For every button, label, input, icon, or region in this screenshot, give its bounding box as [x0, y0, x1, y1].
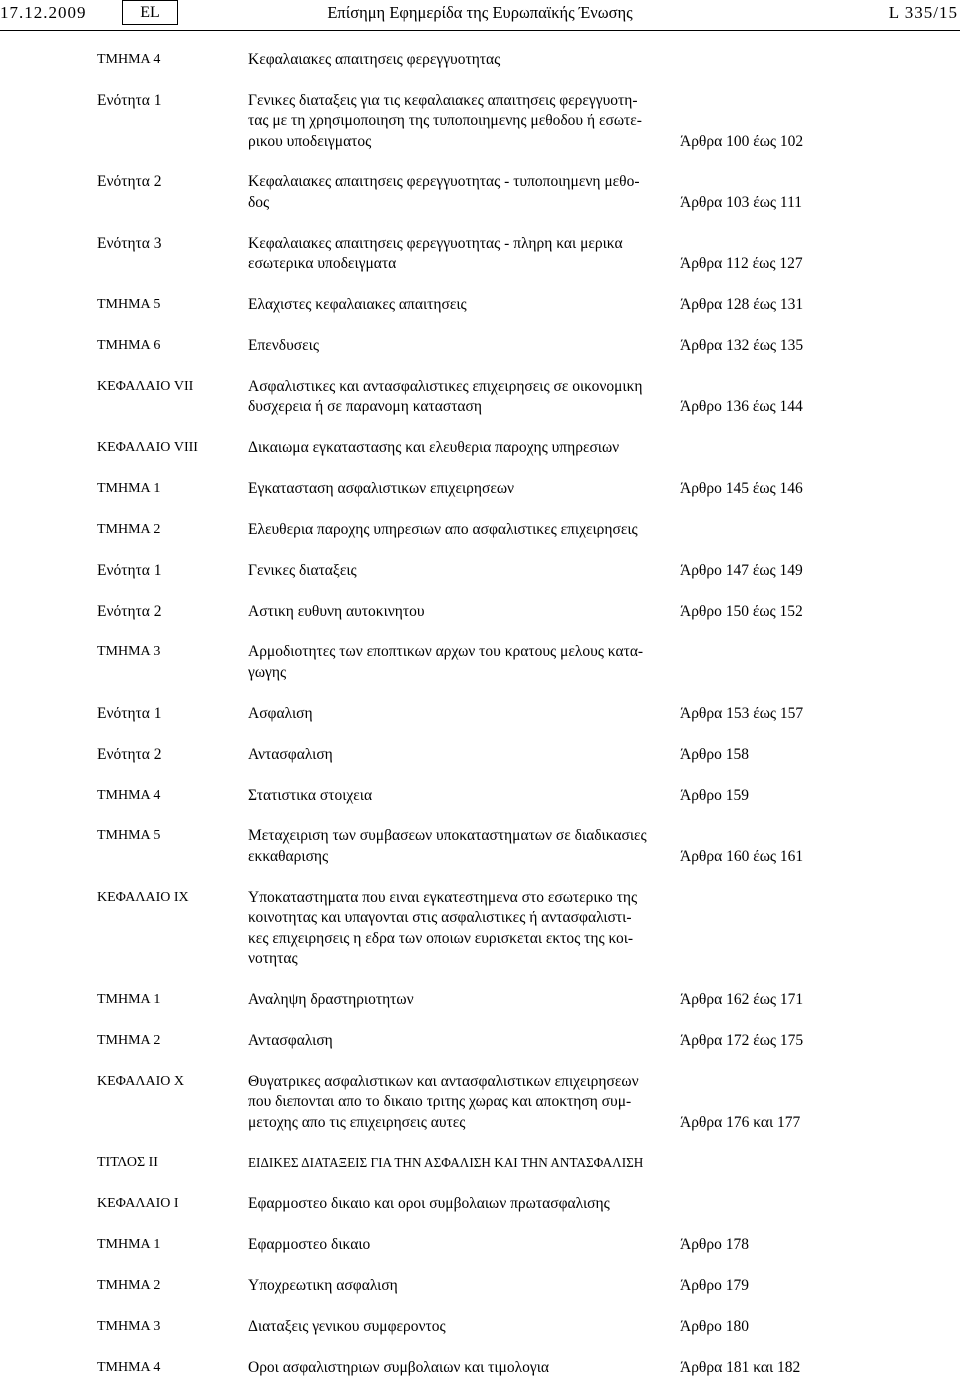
toc-entry-title-line: Μεταχειριση των συμβασεων υποκαταστηματων σε διαδικασιες	[248, 827, 647, 845]
toc-entry-title-line: Εγκατασταση ασφαλιστικων επιχειρησεων	[248, 479, 515, 497]
toc-entry-label: ΚΕΦΑΛΑΙΟ IX	[97, 889, 189, 905]
toc-entry	[97, 1194, 960, 1214]
toc-entry-articles	[680, 50, 960, 70]
toc-entry-title	[248, 91, 680, 152]
toc-entry-title	[248, 990, 680, 1010]
toc-entry-articles: Άρθρο 158	[680, 745, 749, 763]
toc-entry-title	[248, 826, 680, 867]
toc-entry-title-line: μετοχης απο τις επιχειρησεις αυτες	[248, 1113, 466, 1131]
toc-entry-articles: Άρθρα 181 και 182	[680, 1358, 801, 1376]
toc-entry-title	[248, 786, 680, 806]
header-rule	[0, 30, 960, 31]
toc-entry-articles	[680, 1194, 960, 1214]
toc-entry-title	[248, 561, 680, 581]
toc-entry-title-line: Αντασφαλιση	[248, 1031, 333, 1049]
toc-entry-label: ΤΜΗΜΑ 3	[97, 1318, 161, 1334]
toc-entry-label: ΤΜΗΜΑ 1	[97, 1237, 161, 1253]
toc-entry	[97, 172, 960, 213]
toc-entry-title-line: Στατιστικα στοιχεια	[248, 786, 373, 804]
toc-entry-label: ΚΕΦΑΛΑΙΟ VII	[97, 378, 194, 394]
toc-entry	[97, 888, 960, 970]
toc-entry-title	[248, 1031, 680, 1051]
toc-entry-title-line: Κεφαλαιακες απαιτησεις φερεγγυοτητας - πληρη και μερικα	[248, 234, 623, 252]
toc-entry-articles: Άρθρο 179	[680, 1277, 749, 1295]
toc-entry-articles: Άρθρο 147 έως 149	[680, 561, 803, 579]
toc-entry	[97, 1031, 960, 1051]
toc-entry-title-line: Αναληψη δραστηριοτητων	[248, 990, 414, 1008]
toc-entry	[97, 377, 960, 418]
toc-entry-articles: Άρθρο 159	[680, 786, 749, 804]
toc-entry-title	[248, 377, 680, 418]
toc-entry-title-line: Κεφαλαιακες απαιτησεις φερεγγυοτητας - τυποποιημενη μεθο-	[248, 173, 640, 191]
toc-entry-articles: Άρθρα 172 έως 175	[680, 1031, 804, 1049]
toc-entry-title	[248, 50, 680, 70]
toc-entry-articles: Άρθρα 176 και 177	[680, 1113, 801, 1131]
toc-entry-label: ΤΜΗΜΑ 3	[97, 644, 161, 660]
toc-entry-label: ΤΙΤΛΟΣ II	[97, 1155, 158, 1171]
toc-entry-articles: Άρθρα 162 έως 171	[680, 990, 804, 1008]
toc-entry-label: ΚΕΦΑΛΑΙΟ VIII	[97, 440, 198, 456]
toc-entry-label: Ενότητα 3	[97, 234, 162, 252]
toc-entry-title-line: εσωτερικα υποδειγματα	[248, 255, 397, 273]
toc-entry-title-line: Υποκαταστηματα που ειναι εγκατεστημενα στο εσωτερικο της	[248, 888, 638, 906]
toc-entry	[97, 295, 960, 315]
toc-entry-title-line: δυσχερεια ή σε παρανομη κατασταση	[248, 398, 483, 416]
toc-entry-title	[248, 888, 680, 970]
toc-entry-label: ΤΜΗΜΑ 6	[97, 337, 161, 353]
toc-entry-articles: Άρθρα 153 έως 157	[680, 704, 804, 722]
toc-entry-label: ΤΜΗΜΑ 5	[97, 828, 161, 844]
toc-entry-title	[248, 1317, 680, 1337]
toc-entry-title-line: Κεφαλαιακες απαιτησεις φερεγγυοτητας	[248, 50, 501, 68]
toc-entry-title-line: εκκαθαρισης	[248, 847, 329, 865]
toc-entry-title	[248, 745, 680, 765]
toc-entry-title	[248, 479, 680, 499]
toc-entry	[97, 990, 960, 1010]
toc-entry-title-line: Δικαιωμα εγκαταστασης και ελευθερια παροχης υπηρεσιων	[248, 439, 620, 457]
toc-entry-title-line: Αρμοδιοτητες των εποπτικων αρχων του κρατους μελους κατα-	[248, 643, 644, 661]
toc-entry-label: ΤΜΗΜΑ 2	[97, 1032, 161, 1048]
toc-entry-label: ΤΜΗΜΑ 4	[97, 1359, 161, 1375]
toc-entry-label: Ενότητα 1	[97, 91, 162, 109]
toc-entry-articles: Άρθρα 128 έως 131	[680, 296, 804, 314]
toc-entry-title	[248, 1194, 680, 1214]
toc-entry-title-line: Εφαρμοστεο δικαιο	[248, 1236, 371, 1254]
toc-entry	[97, 1276, 960, 1296]
toc-entry-articles: Άρθρο 150 έως 152	[680, 602, 803, 620]
toc-entry	[97, 745, 960, 765]
toc-entry	[97, 602, 960, 622]
toc-entry-title-line: Θυγατρικες ασφαλιστικων και αντασφαλιστικων επιχειρησεων	[248, 1072, 639, 1090]
toc-entry	[97, 438, 960, 458]
journal-title: Επίσημη Εφημερίδα της Ευρωπαϊκής Ένωσης	[327, 3, 633, 22]
toc-entry-title-line: ρικου υποδειγματος	[248, 132, 372, 150]
toc-entry-title	[248, 1235, 680, 1255]
toc-entry-title	[248, 704, 680, 724]
toc-entry-articles: Άρθρο 180	[680, 1317, 749, 1335]
toc-entry-label: ΤΜΗΜΑ 2	[97, 1278, 161, 1294]
toc-entry-title-line: Αντασφαλιση	[248, 745, 333, 763]
toc-entry-title-line: κες επιχειρησεις η εδρα των οποιων ευρισκεται εκτος της κοι-	[248, 929, 634, 947]
toc-entry	[97, 1317, 960, 1337]
toc-entry-title-line: Ασφαλιστικες και αντασφαλιστικες επιχειρησεις σε οικονομικη	[248, 377, 643, 395]
toc-entry-title	[248, 336, 680, 356]
toc-entry	[97, 704, 960, 724]
table-of-contents	[97, 50, 960, 1381]
toc-entry-title	[248, 438, 680, 458]
toc-entry-label: ΤΜΗΜΑ 1	[97, 480, 161, 496]
toc-entry-title-line: Υποχρεωτικη ασφαλιση	[248, 1277, 398, 1295]
toc-entry-articles: Άρθρο 178	[680, 1236, 749, 1254]
toc-entry-articles: Άρθρο 136 έως 144	[680, 398, 803, 416]
toc-entry	[97, 642, 960, 683]
toc-entry-articles: Άρθρα 112 έως 127	[680, 255, 803, 273]
toc-entry-label: Ενότητα 2	[97, 745, 162, 763]
toc-entry-articles	[680, 949, 960, 969]
toc-entry-title-line: που διεπονται απο το δικαιο τριτης χωρας και αποκτηση συμ-	[248, 1093, 632, 1111]
toc-entry-title-line: τας με τη χρησιμοποιηση της τυποποιημενης μεθοδου ή εσωτε-	[248, 112, 642, 130]
toc-entry-title	[248, 172, 680, 213]
toc-entry-label: Ενότητα 2	[97, 602, 162, 620]
toc-entry-label: Ενότητα 1	[97, 561, 162, 579]
toc-entry-label: ΚΕΦΑΛΑΙΟ I	[97, 1196, 179, 1212]
toc-entry-label: ΤΜΗΜΑ 1	[97, 991, 161, 1007]
toc-entry	[97, 336, 960, 356]
toc-entry-title-line: δος	[248, 193, 270, 211]
page-reference: L 335/15	[888, 3, 958, 22]
toc-entry-articles: Άρθρα 160 έως 161	[680, 847, 804, 865]
toc-entry-label: ΤΜΗΜΑ 4	[97, 787, 161, 803]
toc-entry-title-line: Οροι ασφαλιστηριων συμβολαιων και τιμολογια	[248, 1358, 550, 1376]
toc-entry-label: ΤΜΗΜΑ 2	[97, 521, 161, 537]
toc-entry-title-line: γωγης	[248, 663, 287, 681]
toc-entry-title	[248, 1153, 680, 1173]
toc-entry	[97, 234, 960, 275]
toc-entry-articles: Άρθρα 100 έως 102	[680, 132, 804, 150]
publication-date: 17.12.2009	[0, 3, 87, 22]
toc-entry-title-line: Ελαχιστες κεφαλαιακες απαιτησεις	[248, 296, 467, 314]
toc-entry	[97, 826, 960, 867]
toc-entry-title-line: κοινοτητας και υπαγονται στις ασφαλιστικες ή αντασφαλιστι-	[248, 909, 632, 927]
toc-entry-title	[248, 520, 680, 540]
toc-entry	[97, 561, 960, 581]
toc-entry-articles	[680, 663, 960, 683]
toc-entry	[97, 786, 960, 806]
toc-entry-title	[248, 1276, 680, 1296]
toc-entry-articles	[680, 520, 960, 540]
toc-entry-title-line: Γενικες διαταξεις για τις κεφαλαιακες απαιτησεις φερεγγυοτη-	[248, 91, 638, 109]
toc-entry	[97, 520, 960, 540]
toc-entry-title-line: Αστικη ευθυνη αυτοκινητου	[248, 602, 425, 620]
toc-entry-label: ΚΕΦΑΛΑΙΟ X	[97, 1073, 184, 1089]
toc-entry	[97, 479, 960, 499]
toc-entry-title-line: Γενικες διαταξεις	[248, 561, 357, 579]
toc-entry-articles: Άρθρα 103 έως 111	[680, 193, 803, 211]
toc-entry	[97, 1235, 960, 1255]
toc-entry-title-line: νοτητας	[248, 950, 298, 968]
toc-entry-title	[248, 295, 680, 315]
toc-entry-title-line: Διαταξεις γενικου συμφεροντος	[248, 1317, 446, 1335]
toc-entry-title	[248, 234, 680, 275]
toc-entry	[97, 50, 960, 70]
toc-entry-label: Ενότητα 2	[97, 173, 162, 191]
toc-entry-label: ΤΜΗΜΑ 4	[97, 51, 161, 67]
toc-entry	[97, 1358, 960, 1378]
toc-entry-title-line: ΕΙΔΙΚΕΣ ΔΙΑΤΑΞΕΙΣ ΓΙΑ ΤΗΝ ΑΣΦΑΛΙΣΗ ΚΑΙ ΤΗΝ ΑΝΤΑΣΦΑΛΙΣΗ	[248, 1155, 644, 1171]
language-code: EL	[140, 4, 160, 21]
toc-entry-title	[248, 642, 680, 683]
toc-entry-label: ΤΜΗΜΑ 5	[97, 297, 161, 313]
toc-entry-title-line: Επενδυσεις	[248, 336, 319, 354]
toc-entry-title-line: Ασφαλιση	[248, 704, 313, 722]
toc-entry-title	[248, 602, 680, 622]
toc-entry	[97, 91, 960, 152]
toc-entry-title	[248, 1358, 680, 1378]
toc-entry	[97, 1153, 960, 1173]
toc-entry-articles	[680, 1153, 960, 1173]
toc-entry-title-line: Εφαρμοστεο δικαιο και οροι συμβολαιων πρωτασφαλισης	[248, 1195, 610, 1213]
toc-entry-articles: Άρθρα 132 έως 135	[680, 336, 804, 354]
toc-entry-title-line: Ελευθερια παροχης υπηρεσιων απο ασφαλιστικες επιχειρησεις	[248, 520, 638, 538]
toc-entry-title	[248, 1072, 680, 1133]
toc-entry	[97, 1072, 960, 1133]
toc-entry-label: Ενότητα 1	[97, 704, 162, 722]
toc-entry-articles	[680, 438, 960, 458]
toc-entry-articles: Άρθρο 145 έως 146	[680, 479, 803, 497]
